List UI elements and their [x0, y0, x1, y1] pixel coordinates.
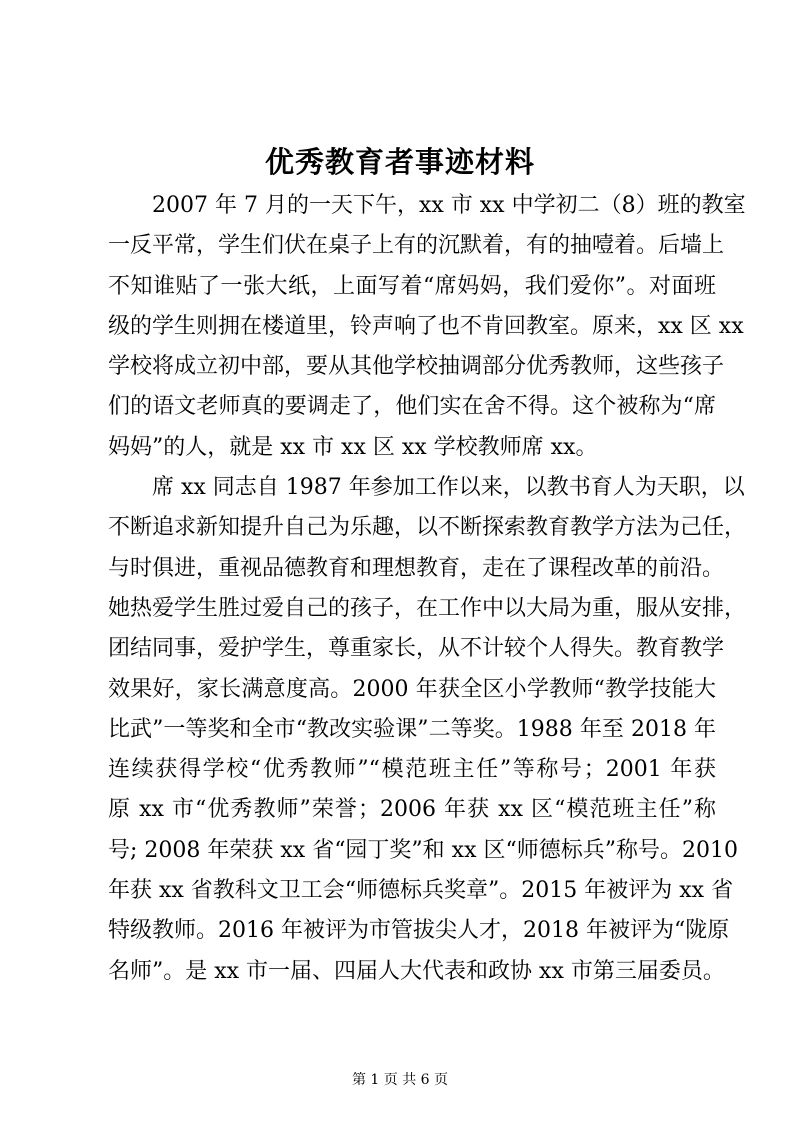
paragraph-line: 名师”。是 xx 市一届、四届人大代表和政协 xx 市第三届委员。 — [108, 958, 725, 984]
paragraph-line: 她热爱学生胜过爱自己的孩子，在工作中以大局为重，服从安排， — [108, 595, 747, 621]
paragraph-line: 学校将成立初中部，要从其他学校抽调部分优秀教师，这些孩子 — [108, 354, 725, 380]
paragraph-line: 们的语文老师真的要调走了，他们实在舍不得。这个被称为“席 — [108, 394, 716, 420]
page-footer: 第 1 页 共 6 页 — [351, 1072, 449, 1088]
paragraph-line: 与时俱进，重视品德教育和理想教育，走在了课程改革的前沿。 — [108, 555, 725, 581]
document-title: 优秀教育者事迹材料 — [264, 145, 535, 179]
paragraph-line: 效果好，家长满意度高。2000 年获全区小学教师“教学技能大 — [108, 676, 716, 702]
paragraph-line: 级的学生则拥在楼道里，铃声响了也不肯回教室。原来，xx 区 xx — [108, 313, 744, 339]
paragraph-line: 连续获得学校“优秀教师”“模范班主任”等称号；2001 年获 — [108, 757, 716, 783]
paragraph-2 — [108, 468, 747, 992]
paragraph-line: 妈妈”的人，就是 xx 市 xx 区 xx 学校教师席 xx。 — [108, 434, 598, 460]
paragraph-line: 团结同事，爱护学生，尊重家长，从不计较个人得失。教育教学 — [108, 636, 725, 662]
paragraph-line: 不知谁贴了一张大纸，上面写着“席妈妈，我们爱你”。对面班 — [108, 273, 716, 299]
paragraph-line: 一反平常，学生们伏在桌子上有的沉默着，有的抽噎着。后墙上 — [108, 233, 725, 259]
paragraph-line: 年获 xx 省教科文卫工会“师德标兵奖章”。2015 年被评为 xx 省 — [108, 878, 734, 904]
paragraph-line: 席 xx 同志自 1987 年参加工作以来，以教书育人为天职，以 — [152, 475, 745, 501]
paragraph-line: 原 xx 市“优秀教师”荣誉；2006 年获 xx 区“模范班主任”称 — [108, 797, 716, 823]
paragraph-1 — [108, 186, 746, 468]
paragraph-line: 特级教师。2016 年被评为市管拔尖人才，2018 年被评为“陇原 — [108, 918, 730, 944]
paragraph-line: 比武”一等奖和全市“教改实验课”二等奖。1988 年至 2018 年 — [108, 716, 716, 742]
document-body — [108, 186, 747, 992]
paragraph-line: 2007 年 7 月的一天下午，xx 市 xx 中学初二（8）班的教室 — [152, 193, 746, 218]
paragraph-line: 不断追求新知提升自己为乐趣，以不断探索教育教学方法为己任， — [108, 515, 747, 541]
paragraph-line: 号; 2008 年荣获 xx 省“园丁奖”和 xx 区“师德标兵”称号。2010 — [108, 837, 738, 863]
